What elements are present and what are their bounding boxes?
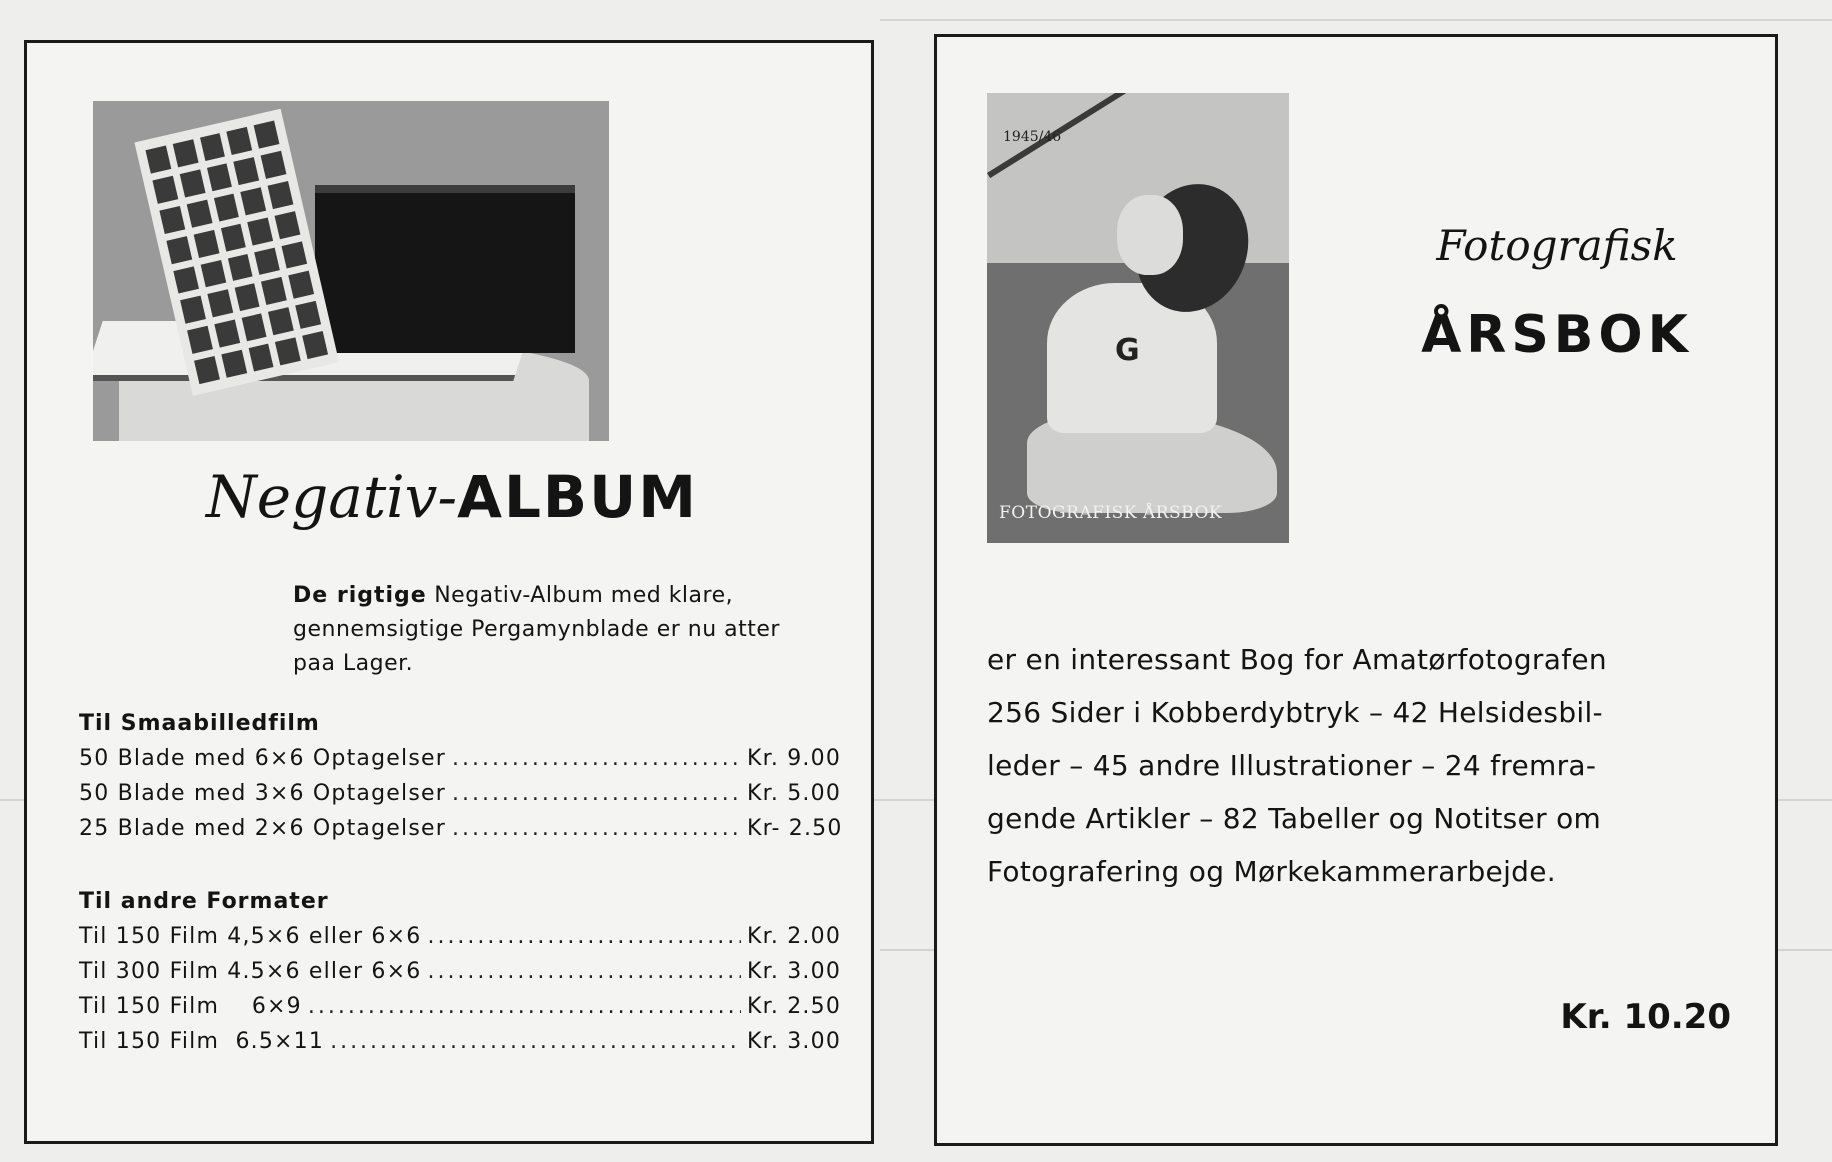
negative-frame	[200, 260, 226, 288]
negative-frame	[187, 326, 213, 354]
price-row: 50 Blade med 3×6 Optagelser ..... Kr. 5.00	[79, 776, 859, 811]
intro-line: paa Lager.	[293, 651, 414, 676]
negative-frame	[214, 320, 240, 348]
description-line: gende Artikler – 82 Tabeller og Notitser om	[987, 802, 1602, 835]
section-heading: Til Smaabilledfilm	[79, 711, 320, 736]
negative-frame	[234, 283, 260, 311]
negative-frame	[227, 253, 253, 281]
negative-frame	[295, 301, 321, 329]
description-line: er en interessant Bog for Amatørfotografen	[987, 643, 1607, 676]
album-title-bold: ALBUM	[457, 463, 698, 531]
negative-frame	[261, 277, 287, 305]
negativ-album-advertisement	[24, 40, 874, 1144]
price-row: Til 150 Film 6.5×11 ..... Kr. 3.00	[79, 1024, 859, 1059]
album-title	[27, 463, 874, 531]
negative-album-photo	[93, 101, 609, 441]
negative-frame	[207, 163, 233, 191]
negative-frame	[194, 356, 220, 384]
negative-frame	[289, 271, 315, 299]
description-line: 256 Sider i Kobberdybtryk – 42 Helsidesbil-	[987, 696, 1603, 729]
negative-frame	[254, 247, 280, 275]
intro-bold-lead: De rigtige	[293, 583, 427, 608]
cover-shirt-letter: G	[1115, 333, 1140, 368]
price-row: 25 Blade med 2×6 Optagelser ..... Kr- 2.50	[79, 811, 859, 846]
negative-frame	[166, 236, 192, 264]
arsbok-title-bold: ÅRSBOK	[1421, 305, 1693, 365]
arsbok-price: Kr. 10.20	[1560, 997, 1731, 1037]
description-line: leder – 45 andre Illustrationer – 24 fremra-	[987, 749, 1597, 782]
album-title-script: Negativ-	[206, 463, 458, 531]
negative-frame	[275, 211, 301, 239]
arsbok-description	[987, 633, 1757, 898]
negative-frame	[268, 307, 294, 335]
album-intro	[293, 579, 853, 681]
negative-frame	[241, 187, 267, 215]
negative-frame	[152, 176, 178, 204]
intro-line: gennemsigtige Pergamynblade er nu atter	[293, 617, 780, 642]
price-row: Til 300 Film 4.5×6 eller 6×6 ..... Kr. 3.00	[79, 954, 859, 989]
negative-frame	[186, 199, 212, 227]
negative-frame	[214, 193, 240, 221]
price-row: Til 150 Film 4,5×6 eller 6×6 ..... Kr. 2.00	[79, 919, 859, 954]
negative-frame	[193, 230, 219, 258]
cover-year: 1945/46	[1003, 129, 1062, 145]
cover-title: FOTOGRAFISK ÅRSBOK	[999, 503, 1223, 523]
negative-frame	[145, 146, 171, 174]
negative-frame	[241, 314, 267, 342]
negative-frame	[221, 350, 247, 378]
arsbok-title-script: Fotografisk	[1436, 221, 1678, 270]
negative-frame	[159, 206, 185, 234]
price-list-other-formats	[79, 885, 859, 1059]
price-list-small-film	[79, 707, 859, 846]
negative-frame	[261, 151, 287, 179]
section-heading: Til andre Formater	[79, 889, 329, 914]
negative-frame	[275, 337, 301, 365]
negative-frame	[207, 290, 233, 318]
negative-frame	[282, 241, 308, 269]
fotografisk-arsbok-advertisement	[934, 34, 1778, 1146]
negative-frame	[173, 139, 199, 167]
negative-frame	[180, 296, 206, 324]
negative-frame	[220, 223, 246, 251]
negative-frame	[227, 127, 253, 155]
negative-frame	[200, 133, 226, 161]
arsbok-cover-photo	[987, 93, 1289, 543]
negative-frame	[179, 169, 205, 197]
price-row: 50 Blade med 6×6 Optagelser ..... Kr. 9.00	[79, 741, 859, 776]
negative-frame	[248, 344, 274, 372]
description-line: Fotografering og Mørkekammerarbejde.	[987, 855, 1556, 888]
negative-frame	[234, 157, 260, 185]
negative-frame	[254, 121, 280, 149]
price-row: Til 150 Film 6×9 ..... Kr. 2.50	[79, 989, 859, 1024]
negative-frame	[268, 181, 294, 209]
negative-frame	[173, 266, 199, 294]
intro-line: Negativ-Album med klare,	[426, 583, 734, 608]
negative-frame	[302, 331, 328, 359]
negative-frame	[248, 217, 274, 245]
